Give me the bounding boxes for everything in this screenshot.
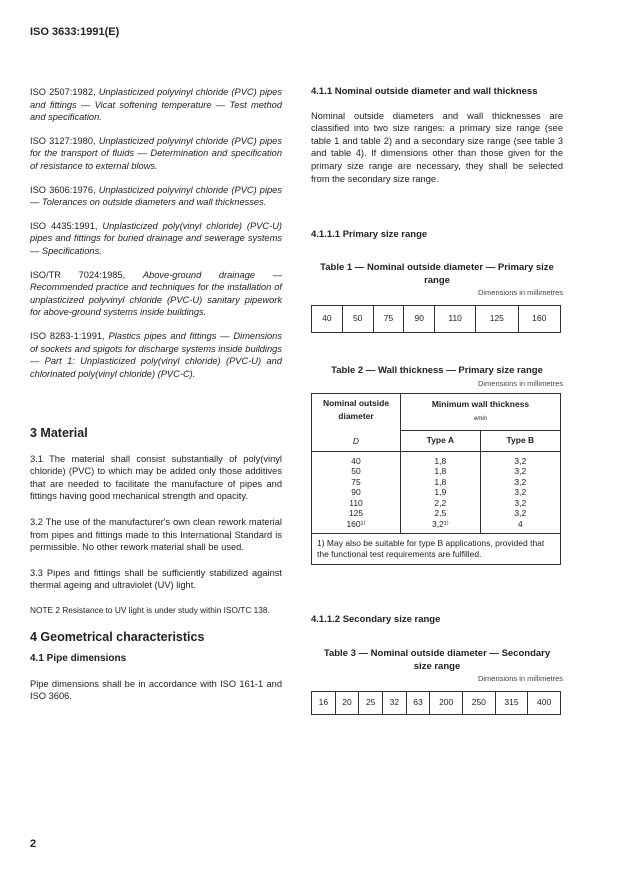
dims-note: Dimensions in millimetres (477, 674, 563, 684)
reference-title: Above-ground drainage — Recommended practice and techniques for the installation of unplasticized polyvinyl chloride (PVC-U) sanitary pipework for above-ground systems inside buildings. (30, 269, 282, 318)
reference-item (30, 86, 282, 124)
table-cell: 400 (528, 691, 561, 714)
table-1-title: Table 1 — Nominal outside diameter — Primary size range (320, 262, 554, 286)
reference-item (30, 269, 282, 319)
section-4-1-1-1-title: 4.1.1.1 Primary size range (311, 229, 428, 240)
reference-item (30, 135, 282, 173)
col-b: 3,2 3,2 3,2 3,2 3,2 3,2 4 (480, 451, 560, 534)
reference-title: Unplasticized poly(vinyl chloride) (PVC-U) pipes and fittings for buried drainage and sewerage systems — Specifications. (30, 220, 283, 256)
para-4-1-1: Nominal outside diameters and wall thicknesses are classified into two size ranges: a primary size range (see table 1 and table 2) and a secondary size range (see table 3 and table 4). If dimensions other than those given for the primary size range are necessary, they shall be selected from the secondary size range. (311, 110, 563, 184)
reference-title: Unplasticized polyvinyl chloride (PVC) pipes and fittings — Vicat softening temperature — Test method and specification. (30, 87, 282, 123)
table-cell: 40 (312, 305, 343, 332)
section-4-title: 4 Geometrical characteristics (30, 629, 205, 644)
header-d: D (352, 435, 360, 446)
table-cell: 63 (406, 691, 430, 714)
table-cell: 110 (435, 305, 476, 332)
table-1-grid (311, 305, 561, 333)
section-4-1-title: 4.1 Pipe dimensions (30, 653, 127, 665)
header-type-a: Type A (401, 430, 481, 451)
header-diameter: Nominal outside diameter (322, 398, 390, 421)
reference-code: ISO 4435:1991, (30, 220, 98, 231)
col-a: 1,8 1,8 1,8 1,9 2,2 2,5 3,2¹⁾ (401, 451, 481, 534)
reference-code: ISO 2507:1982, (30, 87, 96, 97)
section-3-title: 3 Material (30, 426, 88, 440)
table-3-title: Table 3 — Nominal outside diameter — Secondary size range (323, 648, 551, 672)
reference-title: Unplasticized polyvinyl chloride (PVC) pipes for the transport of fluids — Determination and specification of resistance to external blows. (30, 135, 282, 171)
note-2: NOTE 2 Resistance to UV light is under study within ISO/TC 138. (30, 604, 270, 615)
table-cell: 250 (463, 691, 496, 714)
table-cell: 32 (383, 691, 407, 714)
reference-code: ISO 8283-1:1991, (30, 330, 105, 341)
dims-note: Dimensions in millimetres (477, 288, 563, 298)
table-3 (311, 648, 563, 715)
table-2-footnote: 1) May also be suitable for type B applications, provided that the functional test requirements are fulfilled. (312, 534, 561, 565)
table-cell: 20 (335, 691, 359, 714)
table-cell: 315 (495, 691, 528, 714)
table-2 (311, 365, 563, 565)
reference-item (30, 330, 282, 380)
table-2-title: Table 2 — Wall thickness — Primary size range (331, 365, 543, 376)
page-number: 2 (30, 838, 37, 850)
para-3-1: 3.1 The material shall consist substantially of poly(vinyl chloride) (PVC) to which may be added only those additives that are needed to facilitate the manufacture of pipes and fittings having good mechanical strength and opacity. (30, 453, 282, 502)
table-cell: 25 (359, 691, 383, 714)
dims-note: Dimensions in millimetres (477, 378, 563, 388)
reference-title: Unplasticized polyvinyl chloride (PVC) pipes — Tolerances on outside diameters and wall thicknesses. (30, 184, 282, 208)
reference-code: ISO 3606:1976, (30, 184, 96, 195)
reference-code: ISO/TR 7024:1985, (30, 269, 126, 280)
col-d: 40 50 75 90 110 125 160¹⁾ (312, 451, 401, 534)
table-cell: 200 (430, 691, 463, 714)
table-cell: 90 (404, 305, 435, 332)
reference-item (30, 184, 282, 209)
section-4-1-1-2-title: 4.1.1.2 Secondary size range (311, 614, 441, 625)
table-cell: 160 (518, 305, 560, 332)
header-emin: emin (473, 415, 487, 422)
table-1 (311, 262, 563, 333)
para-3-2: 3.2 The use of the manufacturer's own clean rework material from pipes and fittings made to this International Standard is permissible. No other rework material shall be used. (30, 516, 282, 553)
para-3-3: 3.3 Pipes and fittings shall be sufficiently stabilized against thermal ageing and ultraviolet (UV) light. (30, 567, 282, 591)
reference-code: ISO 3127:1980, (30, 135, 96, 146)
table-cell: 75 (373, 305, 404, 332)
header-type-b: Type B (480, 430, 560, 451)
para-4-1: Pipe dimensions shall be in accordance with ISO 161-1 and ISO 3606. (30, 678, 282, 702)
header-min-wall: Minimum wall thickness (431, 399, 530, 410)
table-cell: 125 (476, 305, 518, 332)
references (30, 86, 282, 380)
section-3 (30, 427, 282, 703)
table-cell: 16 (312, 691, 336, 714)
section-4-1-1 (311, 86, 563, 185)
reference-title: Plastics pipes and fittings — Dimensions of sockets and spigots for discharge systems inside buildings — Part 1: Unplasticized poly(vinyl chloride) (PVC-U) and chlorinated poly(vinyl chloride) (PVC-C). (30, 330, 282, 379)
section-4-1-1-title: 4.1.1 Nominal outside diameter and wall thickness (311, 86, 538, 97)
table-cell: 50 (342, 305, 373, 332)
page-header: ISO 3633:1991(E) (30, 26, 120, 38)
reference-item (30, 220, 282, 258)
